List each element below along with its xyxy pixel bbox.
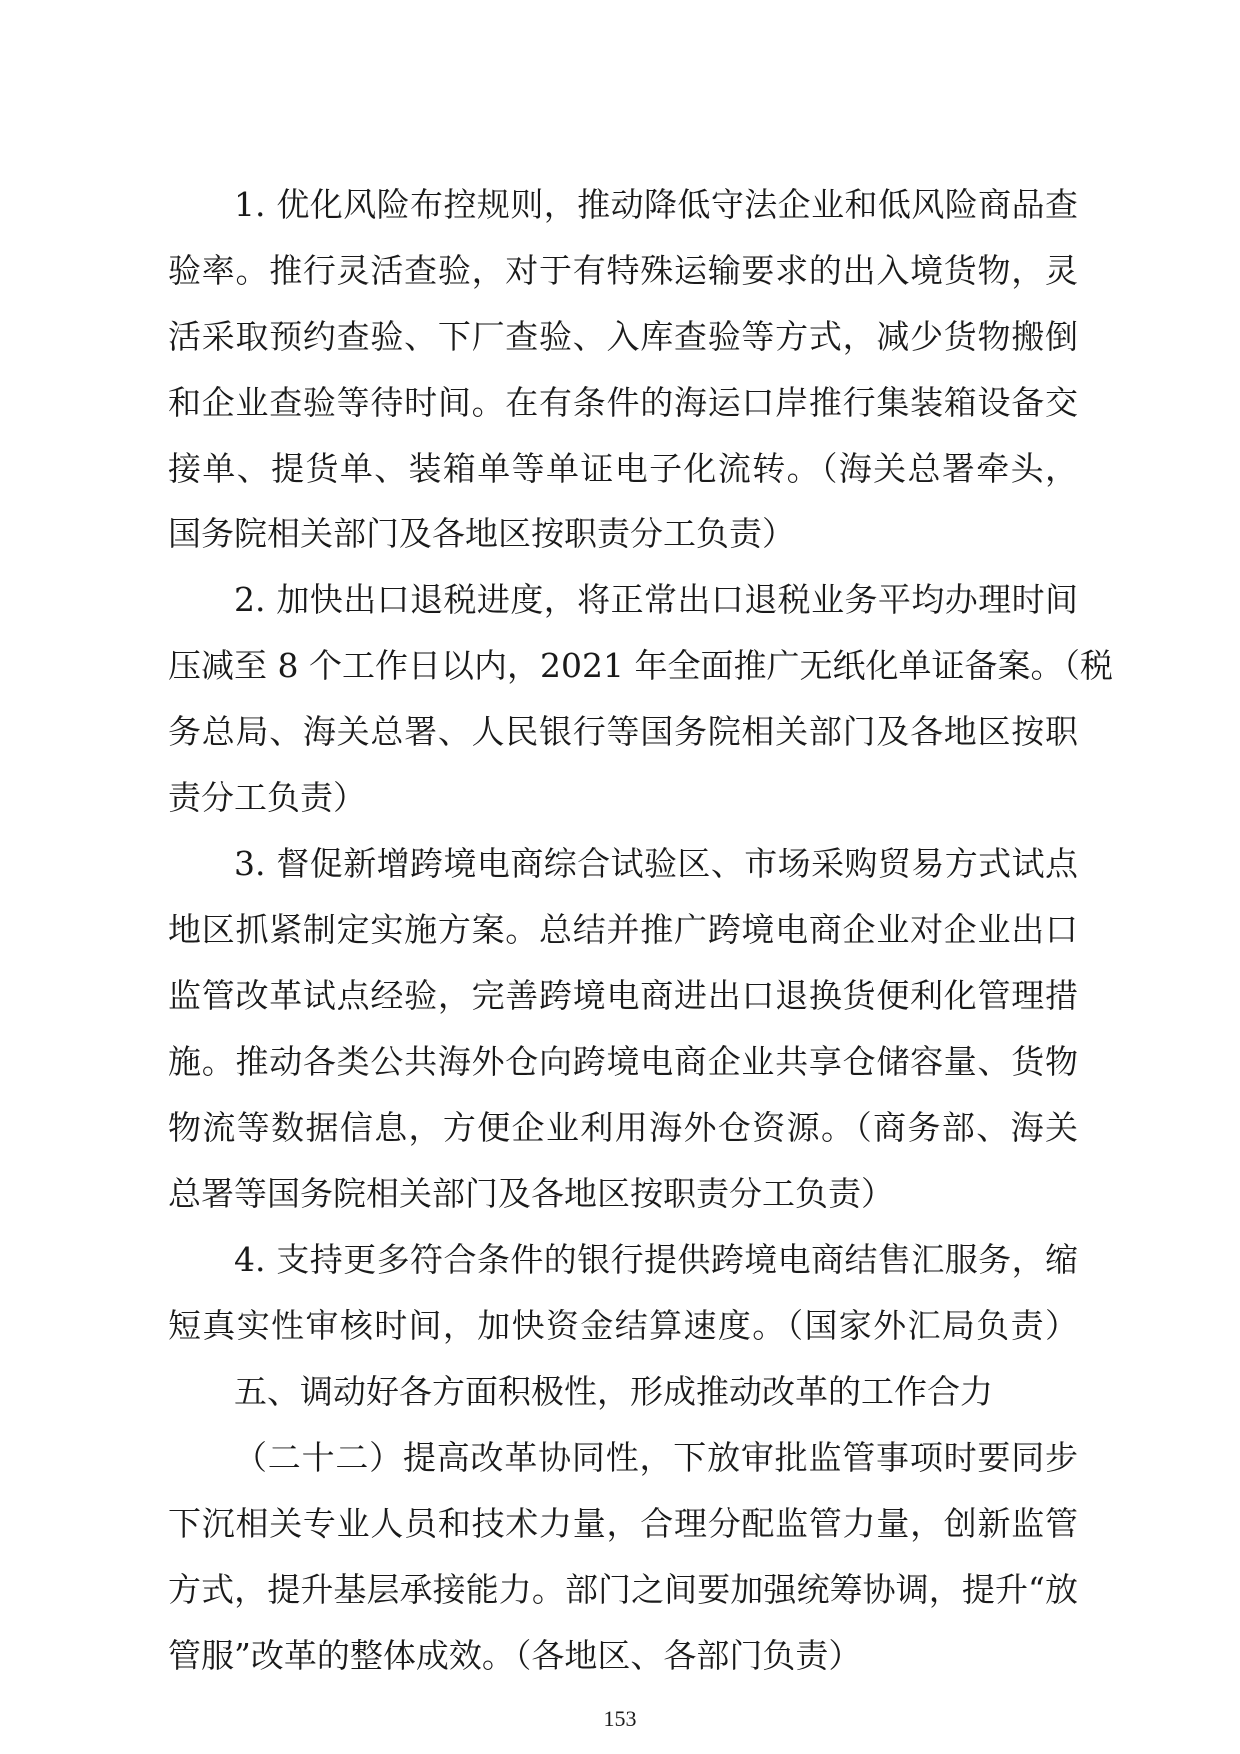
page-number: 153 [603, 1706, 637, 1731]
paragraph-line: 验率。推行灵活查验，对于有特殊运输要求的出入境货物，灵 [168, 251, 1078, 290]
paragraph-line: 接单、提货单、装箱单等单证电子化流转。（海关总署牵头， [168, 449, 1078, 488]
paragraph-line: 下沉相关专业人员和技术力量，合理分配监管力量，创新监管 [168, 1504, 1078, 1543]
paragraph-line: 务总局、海关总署、人民银行等国务院相关部门及各地区按职 [168, 712, 1078, 751]
paragraph-line: 方式，提升基层承接能力。部门之间要加强统筹协调，提升“放 [168, 1570, 1078, 1609]
paragraph-line: （二十二）提高改革协同性，下放审批监管事项时要同步 [234, 1438, 1078, 1477]
paragraph-line: 责分工负责） [168, 778, 366, 817]
paragraph-line: 活采取预约查验、下厂查验、入库查验等方式，减少货物搬倒 [168, 317, 1078, 356]
paragraph-line: 监管改革试点经验，完善跨境电商进出口退换货便利化管理措 [168, 976, 1078, 1015]
paragraph-line: 施。推动各类公共海外仓向跨境电商企业共享仓储容量、货物 [168, 1042, 1078, 1081]
paragraph-line: 和企业查验等待时间。在有条件的海运口岸推行集装箱设备交 [168, 383, 1078, 422]
paragraph-line: 国务院相关部门及各地区按职责分工负责） [168, 514, 795, 553]
paragraph-line: 地区抓紧制定实施方案。总结并推广跨境电商企业对企业出口 [168, 910, 1078, 949]
paragraph-line: 4. 支持更多符合条件的银行提供跨境电商结售汇服务，缩 [234, 1240, 1078, 1279]
paragraph-line: 短真实性审核时间，加快资金结算速度。（国家外汇局负责） [168, 1306, 1078, 1345]
paragraph-line: 3. 督促新增跨境电商综合试验区、市场采购贸易方式试点 [234, 844, 1078, 883]
paragraph-line: 管服”改革的整体成效。（各地区、各部门负责） [168, 1636, 862, 1675]
paragraph-line: 总署等国务院相关部门及各地区按职责分工负责） [168, 1174, 894, 1213]
paragraph-line: 压减至 8 个工作日以内，2021 年全面推广无纸化单证备案。（税 [168, 646, 1113, 685]
paragraph-line: 1. 优化风险布控规则，推动降低守法企业和低风险商品查 [234, 185, 1078, 224]
section-heading: 五、调动好各方面积极性，形成推动改革的工作合力 [234, 1372, 993, 1411]
paragraph-line: 物流等数据信息，方便企业利用海外仓资源。（商务部、海关 [168, 1108, 1078, 1147]
paragraph-line: 2. 加快出口退税进度，将正常出口退税业务平均办理时间 [234, 580, 1078, 619]
